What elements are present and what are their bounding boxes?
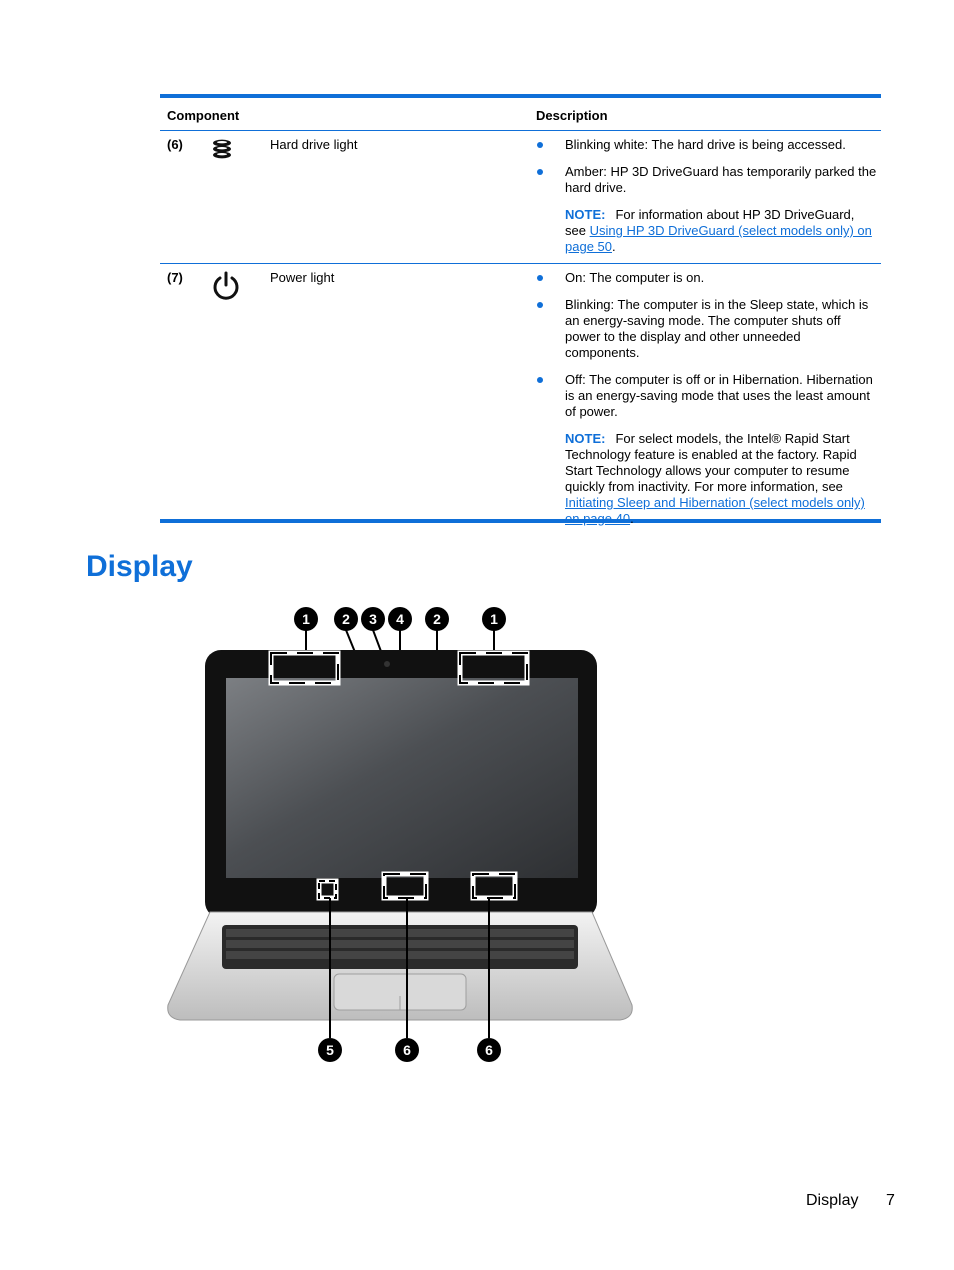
note-label: NOTE: bbox=[565, 207, 606, 222]
note-label: NOTE: bbox=[565, 431, 606, 446]
bullet-icon bbox=[537, 169, 543, 175]
section-title: Display bbox=[86, 550, 193, 583]
callout-1-left bbox=[294, 607, 318, 631]
component-name: Hard drive light bbox=[270, 137, 358, 152]
table-row bbox=[160, 131, 881, 264]
list-item: Blinking white: The hard drive is being accessed. bbox=[533, 137, 878, 153]
svg-text:1: 1 bbox=[302, 611, 310, 627]
bullet-icon bbox=[537, 275, 543, 281]
bullet-icon bbox=[537, 302, 543, 308]
row-number: (6) bbox=[167, 137, 183, 152]
component-description bbox=[533, 270, 878, 527]
header-component: Component bbox=[167, 108, 240, 123]
svg-text:3: 3 bbox=[369, 611, 377, 627]
component-description bbox=[533, 137, 878, 255]
callout-6-right bbox=[477, 1038, 501, 1062]
hard-drive-icon bbox=[210, 137, 234, 166]
header-description: Description bbox=[536, 108, 608, 123]
power-icon bbox=[210, 270, 242, 307]
laptop-base bbox=[168, 912, 633, 1020]
table-header bbox=[160, 98, 881, 131]
svg-text:2: 2 bbox=[342, 611, 350, 627]
bullet-icon bbox=[537, 377, 543, 383]
row-number: (7) bbox=[167, 270, 183, 285]
callout-3 bbox=[361, 607, 385, 631]
page-number: 7 bbox=[886, 1192, 895, 1209]
list-item: Blinking: The computer is in the Sleep state, which is an energy-saving mode. The computer shuts off power to the display and other unneeded components. bbox=[533, 297, 878, 361]
note-text: For information about HP 3D DriveGuard, see bbox=[565, 207, 855, 238]
note-link[interactable]: Initiating Sleep and Hibernation (select models only) on page 40 bbox=[565, 495, 865, 526]
callout-5 bbox=[318, 1038, 342, 1062]
svg-text:1: 1 bbox=[490, 611, 498, 627]
note-link[interactable]: Using HP 3D DriveGuard (select models only) on page 50 bbox=[565, 223, 872, 254]
svg-text:5: 5 bbox=[326, 1042, 334, 1058]
bullet-icon bbox=[537, 142, 543, 148]
callout-4 bbox=[388, 607, 412, 631]
callout-2-right bbox=[425, 607, 449, 631]
svg-text:6: 6 bbox=[485, 1042, 493, 1058]
list-item: Off: The computer is off or in Hibernation. Hibernation is an energy-saving mode that uses the least amount of power. bbox=[533, 372, 878, 420]
note: NOTE: For information about HP 3D DriveGuard, see Using HP 3D DriveGuard (select models only) on page 50. bbox=[565, 207, 872, 254]
callout-2-left bbox=[334, 607, 358, 631]
svg-text:2: 2 bbox=[433, 611, 441, 627]
callout-1-right bbox=[482, 607, 506, 631]
note-text: For select models, the Intel® Rapid Start Technology feature is enabled at the factory. Rapid Start Technology allows your computer to resume quickly from inactivity. For more information, see bbox=[565, 431, 857, 494]
list-item: Amber: HP 3D DriveGuard has temporarily parked the hard drive. bbox=[533, 164, 878, 196]
note: NOTE: For select models, the Intel® Rapid Start Technology feature is enabled at the factory. Rapid Start Technology allows your computer to resume quickly from inactivity. For more information, see Initiating Sleep and Hibernation (select models only) on page 40. bbox=[565, 431, 865, 526]
callout-6-left bbox=[395, 1038, 419, 1062]
component-name: Power light bbox=[270, 270, 335, 285]
svg-text:4: 4 bbox=[396, 611, 404, 627]
component-table bbox=[160, 94, 881, 526]
laptop-figure bbox=[160, 600, 640, 1075]
laptop-lid bbox=[205, 650, 597, 918]
list-item: On: The computer is on. bbox=[533, 270, 878, 286]
svg-text:6: 6 bbox=[403, 1042, 411, 1058]
footer-section: Display bbox=[806, 1192, 859, 1209]
table-row bbox=[160, 264, 881, 526]
